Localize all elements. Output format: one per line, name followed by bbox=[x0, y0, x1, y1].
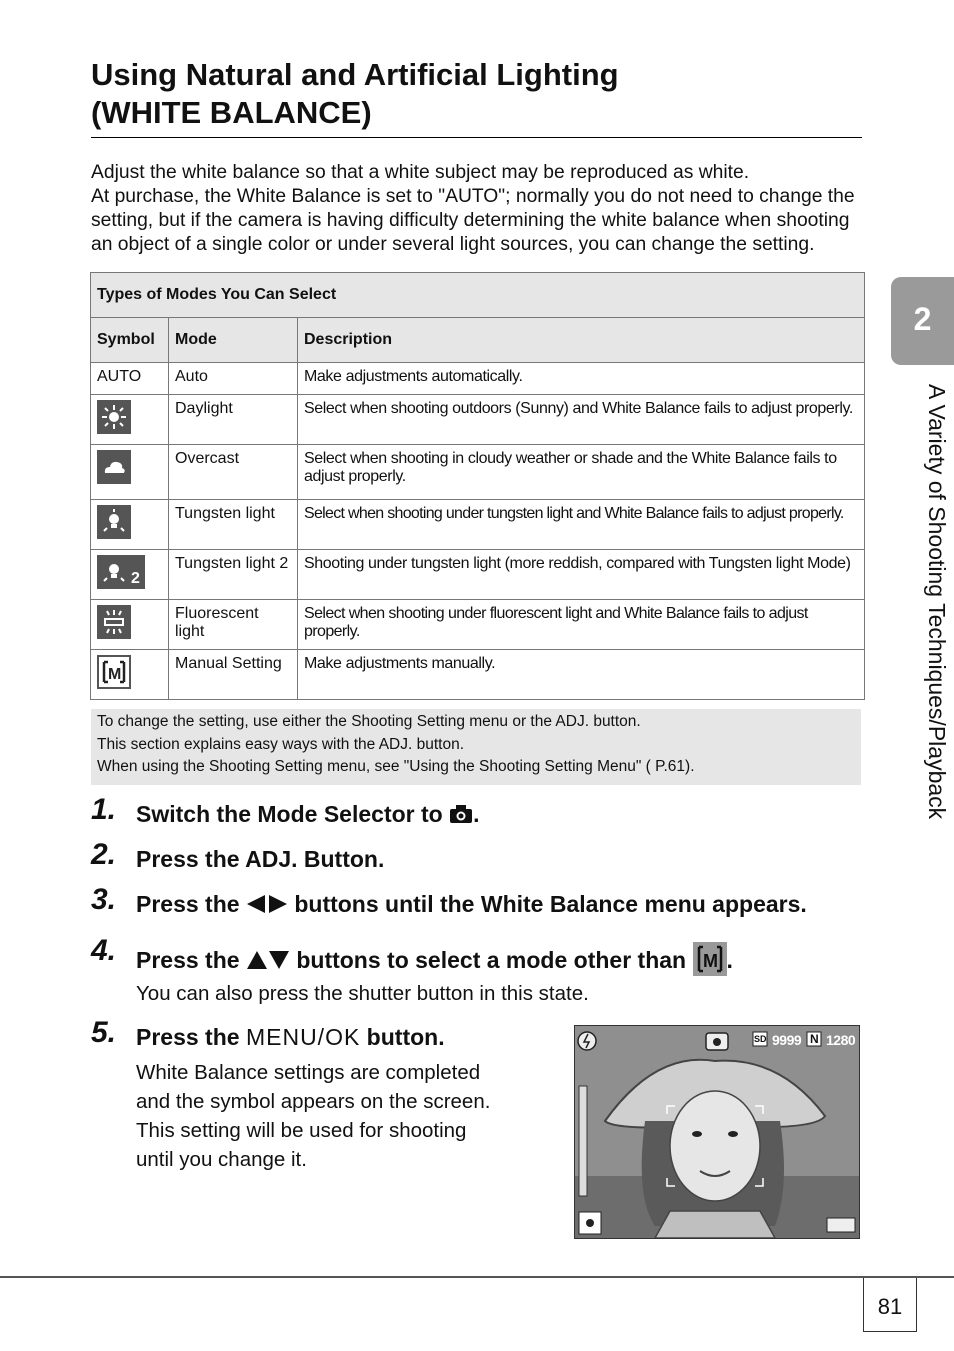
table-row bbox=[91, 363, 865, 395]
body-line: until you change it. bbox=[136, 1148, 307, 1171]
mode-description: Shooting under tungsten light (more reddish, compared with Tungsten light Mode) bbox=[298, 550, 865, 600]
up-down-arrows-icon bbox=[246, 950, 290, 970]
note-line-3: When using the Shooting Setting menu, see "Using the Shooting Setting Menu" ( P.61). bbox=[97, 758, 695, 775]
page-number: 81 bbox=[863, 1278, 917, 1332]
step-number: 4. bbox=[91, 934, 117, 967]
mode-name: Auto bbox=[169, 363, 298, 395]
page-title-line2: (WHITE BALANCE) bbox=[91, 95, 372, 130]
lcd-n-tag: N bbox=[810, 1032, 819, 1046]
table-row bbox=[91, 550, 865, 600]
intro-paragraph-1: Adjust the white balance so that a white subject may be reproduced as white. bbox=[91, 162, 750, 183]
fluorescent-icon bbox=[97, 605, 131, 639]
lcd-remaining-count: 9999 bbox=[772, 1032, 802, 1048]
chapter-tab bbox=[891, 277, 954, 365]
menu-ok-label: MENU/OK bbox=[245, 1024, 361, 1050]
tungsten-icon bbox=[97, 505, 131, 539]
step-text: Press the bbox=[136, 891, 246, 917]
table-row bbox=[91, 445, 865, 500]
svg-text:M: M bbox=[702, 951, 718, 971]
note-box bbox=[91, 709, 861, 785]
manual-icon bbox=[97, 655, 131, 689]
mode-name: Tungsten light 2 bbox=[169, 550, 298, 600]
body-line: and the symbol appears on the screen. bbox=[136, 1090, 491, 1113]
chapter-title: A Variety of Shooting Techniques/Playback bbox=[924, 384, 950, 820]
daylight-icon bbox=[97, 400, 131, 434]
step-text: Switch the Mode Selector to bbox=[136, 801, 450, 827]
step-number: 2. bbox=[91, 838, 117, 871]
mode-name: Overcast bbox=[169, 445, 298, 500]
intro-text bbox=[91, 161, 871, 257]
table-caption: Types of Modes You Can Select bbox=[91, 273, 865, 318]
left-right-arrows-icon bbox=[246, 894, 288, 914]
mode-name: Tungsten light bbox=[169, 500, 298, 550]
mode-name: Fluorescent light bbox=[169, 600, 298, 650]
mode-description: Select when shooting outdoors (Sunny) and White Balance fails to adjust properly. bbox=[298, 395, 865, 445]
symbol-text: AUTO bbox=[91, 363, 169, 395]
step-text-end: . bbox=[726, 947, 733, 973]
svg-text:M: M bbox=[108, 666, 122, 683]
mode-name: Manual Setting bbox=[169, 650, 298, 700]
mode-description: Select when shooting under tungsten light and White Balance fails to adjust properly. bbox=[298, 500, 865, 550]
table-row bbox=[91, 600, 865, 650]
step-text-end: . bbox=[473, 801, 480, 827]
overcast-icon bbox=[97, 450, 131, 484]
note-line-2: This section explains easy ways with the ADJ. button. bbox=[97, 735, 465, 753]
page-title bbox=[91, 56, 863, 132]
step-number: 1. bbox=[91, 793, 117, 826]
step-number: 3. bbox=[91, 883, 117, 916]
intro-paragraph-2: At purchase, the White Balance is set to "AUTO"; normally you do not need to change the setting, but if the camera is having difficulty determining the white balance when shooting an object of a single color or under several light sources, you can change the setting. bbox=[91, 186, 855, 255]
header-description: Description bbox=[298, 318, 865, 363]
step-text: Press the bbox=[136, 947, 246, 973]
title-rule bbox=[91, 137, 862, 138]
note-line-1: To change the setting, use either the Shooting Setting menu or the ADJ. button. bbox=[97, 713, 641, 730]
camera-lcd-screenshot bbox=[574, 1025, 860, 1239]
step-text-mid: buttons to select a mode other than bbox=[289, 947, 693, 973]
mode-description: Make adjustments manually. bbox=[298, 650, 865, 700]
tungsten2-icon bbox=[97, 555, 145, 589]
chapter-number: 2 bbox=[913, 301, 932, 337]
table-row bbox=[91, 500, 865, 550]
mode-description: Make adjustments automatically. bbox=[298, 363, 865, 395]
white-balance-modes-table bbox=[90, 272, 865, 700]
step-4-note: You can also press the shutter button in this state. bbox=[136, 982, 589, 1005]
footer-rule bbox=[0, 1276, 954, 1278]
step-text: Press the bbox=[136, 1024, 246, 1050]
table-row bbox=[91, 395, 865, 445]
mode-name: Daylight bbox=[169, 395, 298, 445]
svg-text:2: 2 bbox=[131, 570, 140, 587]
header-mode: Mode bbox=[169, 318, 298, 363]
body-line: This setting will be used for shooting bbox=[136, 1119, 467, 1142]
camera-icon bbox=[449, 804, 473, 824]
step-5-body bbox=[136, 1058, 490, 1174]
step-number: 5. bbox=[91, 1016, 117, 1049]
mode-description: Select when shooting under fluorescent light and White Balance fails to adjust properly. bbox=[298, 600, 865, 650]
page-title-line1: Using Natural and Artificial Lighting bbox=[91, 57, 619, 92]
lcd-image-size: 1280 bbox=[826, 1032, 856, 1048]
step-text-end: button. bbox=[360, 1024, 445, 1050]
table-row bbox=[91, 650, 865, 700]
mode-description: Select when shooting in cloudy weather or shade and the White Balance fails to adjust properly. bbox=[298, 445, 865, 500]
header-symbol: Symbol bbox=[91, 318, 169, 363]
lcd-sd-tag: SD bbox=[754, 1034, 767, 1044]
manual-mode-icon bbox=[693, 942, 727, 976]
lcd-scene bbox=[575, 1026, 859, 1238]
body-line: White Balance settings are completed bbox=[136, 1061, 481, 1084]
step-text-end: buttons until the White Balance menu appears. bbox=[287, 891, 807, 917]
step-text: Press the ADJ. Button. bbox=[136, 846, 385, 872]
